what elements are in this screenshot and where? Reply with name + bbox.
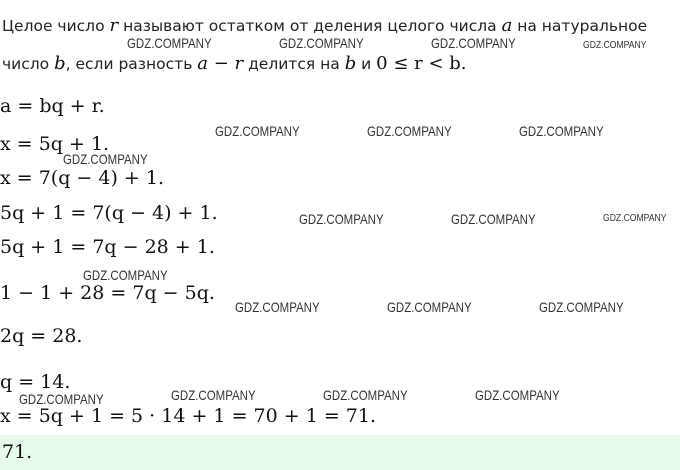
- answer-highlight: [0, 435, 680, 470]
- watermark: GDZ.COMPANY: [451, 211, 536, 227]
- watermark: GDZ.COMPANY: [127, 35, 212, 51]
- watermark: GDZ.COMPANY: [431, 35, 516, 51]
- definition-line-1: [2, 15, 647, 36]
- watermark: GDZ.COMPANY: [279, 35, 364, 51]
- var-r: r: [109, 15, 119, 36]
- equation-3: x = 7(q − 4) + 1.: [0, 167, 165, 189]
- definition-text: делится на: [248, 55, 340, 73]
- definition-text: , если разность: [65, 55, 193, 73]
- inequality: 0 ≤ r < b.: [376, 53, 467, 74]
- var-a: a: [501, 15, 513, 36]
- watermark: GDZ.COMPANY: [603, 212, 667, 224]
- equation-4: 5q + 1 = 7(q − 4) + 1.: [0, 202, 218, 224]
- equation-1: a = bq + r.: [0, 95, 105, 117]
- watermark: GDZ.COMPANY: [235, 299, 320, 315]
- watermark: GDZ.COMPANY: [215, 123, 300, 139]
- var-b: b: [54, 53, 66, 74]
- var-b: b: [344, 53, 357, 74]
- answer: 71.: [2, 441, 33, 463]
- equation-2: x = 5q + 1.: [0, 133, 110, 155]
- definition-text: на натуральное: [517, 17, 648, 35]
- definition-text: число: [2, 55, 50, 73]
- watermark: GDZ.COMPANY: [583, 39, 647, 51]
- definition-text: Целое число: [2, 17, 105, 35]
- watermark: GDZ.COMPANY: [83, 267, 168, 283]
- watermark: GDZ.COMPANY: [387, 299, 472, 315]
- watermark: GDZ.COMPANY: [519, 123, 604, 139]
- watermark: GDZ.COMPANY: [171, 387, 256, 403]
- watermark: GDZ.COMPANY: [19, 391, 104, 407]
- definition-line-2: [2, 53, 467, 74]
- watermark: GDZ.COMPANY: [299, 211, 384, 227]
- watermark: GDZ.COMPANY: [539, 299, 624, 315]
- equation-8: q = 14.: [0, 371, 71, 393]
- watermark: GDZ.COMPANY: [475, 387, 560, 403]
- definition-text: и: [361, 55, 372, 73]
- equation-5: 5q + 1 = 7q − 28 + 1.: [0, 236, 215, 258]
- watermark: GDZ.COMPANY: [323, 387, 408, 403]
- equation-9: x = 5q + 1 = 5 · 14 + 1 = 70 + 1 = 71.: [0, 405, 377, 427]
- watermark: GDZ.COMPANY: [367, 123, 452, 139]
- equation-7: 2q = 28.: [0, 325, 83, 347]
- definition-text: называют остатком от деления целого числа: [123, 17, 497, 35]
- expression-a-minus-r: a − r: [197, 53, 244, 74]
- equation-6: 1 − 1 + 28 = 7q − 5q.: [0, 282, 215, 304]
- watermark: GDZ.COMPANY: [63, 151, 148, 167]
